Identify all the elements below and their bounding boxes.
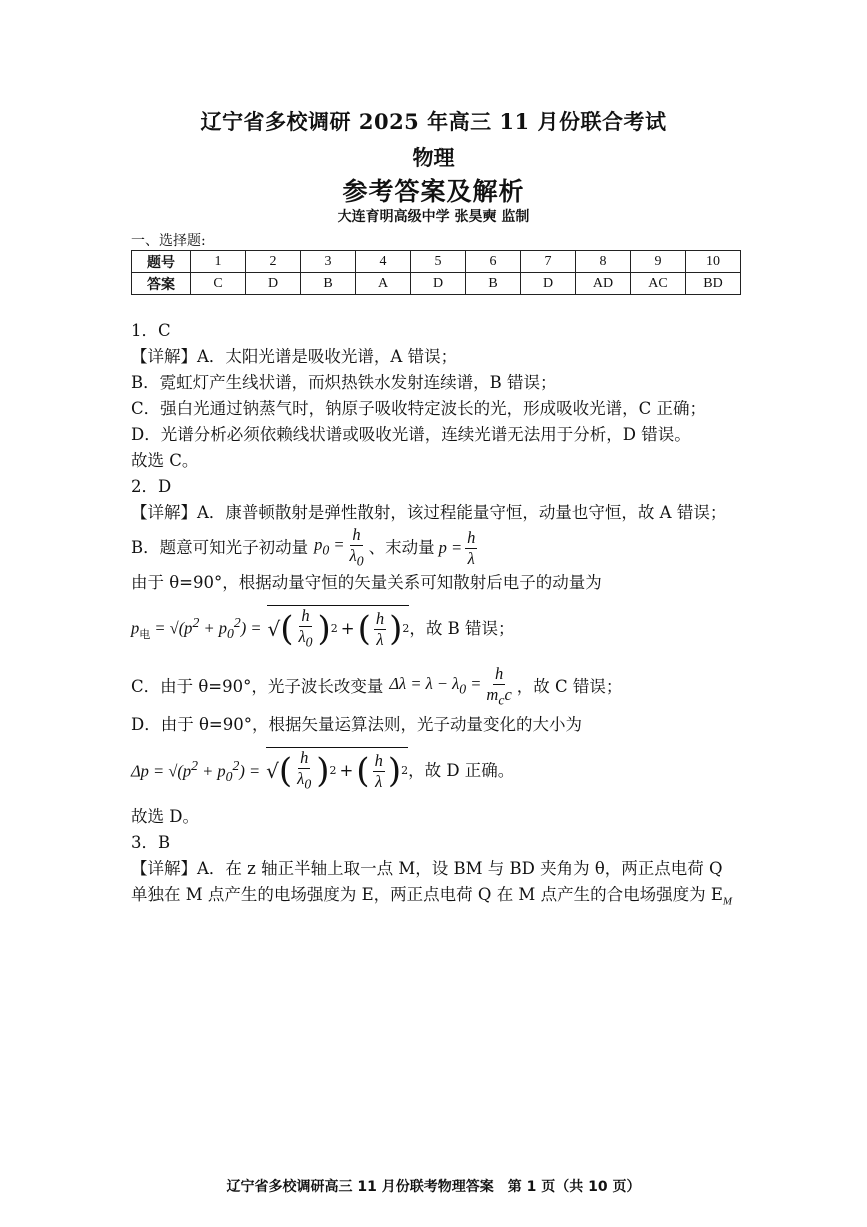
table-cell: 3 bbox=[301, 251, 356, 273]
table-cell: AD bbox=[576, 273, 631, 295]
table-cell: A bbox=[356, 273, 411, 295]
q2-conclusion: 故选 D。 bbox=[131, 807, 199, 826]
formula-fraction: $\frac{h}{m_cc}$ bbox=[486, 663, 512, 708]
formula-dp: $\Delta p = √(p^2 + p_0^2)$ = bbox=[131, 757, 261, 784]
doc-type-title: 参考答案及解析 bbox=[342, 177, 525, 206]
q1-head: 1．C bbox=[131, 321, 171, 340]
q2-line: 由于 θ=90°，根据动量守恒的矢量关系可知散射后电子的动量为 bbox=[131, 573, 602, 592]
subject-title: 物理 bbox=[412, 145, 455, 170]
table-cell: 7 bbox=[521, 251, 576, 273]
q2-line: 【详解】A．康普顿散射是弹性散射，该过程能量守恒，动量也守恒，故 A 错误； bbox=[131, 503, 727, 522]
table-cell: 5 bbox=[411, 251, 466, 273]
table-header-ans: 答案 bbox=[132, 273, 191, 295]
table-cell: D bbox=[411, 273, 466, 295]
supervisor-line: 大连育明高级中学 张昊奭 监制 bbox=[337, 209, 530, 225]
table-cell: 1 bbox=[191, 251, 246, 273]
table-cell: 8 bbox=[576, 251, 631, 273]
table-cell: C bbox=[191, 273, 246, 295]
table-cell: D bbox=[521, 273, 576, 295]
table-row-answers bbox=[132, 273, 741, 295]
q1-line: 故选 C。 bbox=[131, 451, 199, 470]
formula-sqrt: √ ( $\frac{h}{\lambda_0}$ ) 2 + ( $\frac{h}{\lambda}$ ) 2 bbox=[267, 605, 409, 652]
q2-formula-pe: $p_电 = √(p^2 + p_0^2)$ = √ ( $\frac{h}{\lambda_0}$ ) 2 + ( $\frac{h}{\lambda}$ ) 2 ，故 B 错误； bbox=[131, 596, 743, 662]
table-cell: 4 bbox=[356, 251, 411, 273]
q2-formula-dp: $\Delta p = √(p^2 + p_0^2)$ = √ ( $\frac{h}{\lambda_0}$ ) 2 + ( $\frac{h}{\lambda}$ ) 2 ，故 D 正确。 bbox=[131, 738, 743, 804]
q1-line: D．光谱分析必须依赖线状谱或吸收光谱，连续光谱无法用于分析，D 错误。 bbox=[131, 425, 691, 444]
formula-p0: $p_0$ = bbox=[314, 535, 345, 558]
formula-pe: $p_电 = √(p^2 + p_0^2)$ = bbox=[131, 615, 262, 641]
formula-fraction: $\frac{h}{\lambda_0}$ bbox=[349, 524, 364, 569]
table-cell: AC bbox=[631, 273, 686, 295]
table-cell: D bbox=[246, 273, 301, 295]
table-cell: 2 bbox=[246, 251, 301, 273]
table-cell: 10 bbox=[686, 251, 741, 273]
table-cell: 9 bbox=[631, 251, 686, 273]
q3-head: 3．B bbox=[131, 833, 171, 852]
section-label: 一、选择题: bbox=[131, 233, 206, 249]
q1-line: 【详解】A．太阳光谱是吸收光谱，A 错误； bbox=[131, 347, 458, 366]
formula-p: p = bbox=[438, 538, 463, 557]
q2-head: 2．D bbox=[131, 477, 172, 496]
table-header-num: 题号 bbox=[132, 251, 191, 273]
page-footer: 辽宁省多校调研高三 11 月份联考物理答案 第 1 页（共 10 页） bbox=[226, 1179, 641, 1195]
formula-fraction: $\frac{h}{\lambda}$ bbox=[467, 527, 476, 568]
formula-sqrt: √ ( $\frac{h}{\lambda_0}$ ) 2 + ( $\frac{h}{\lambda}$ ) 2 bbox=[266, 747, 408, 794]
table-cell: B bbox=[466, 273, 521, 295]
q1-line: B．霓虹灯产生线状谱，而炽热铁水发射连续谱，B 错误； bbox=[131, 373, 557, 392]
q2-line-b: B．题意可知光子初动量 $p_0$ = $\frac{h}{\lambda_0}$ 、末动量 p = $\frac{h}{\lambda}$ bbox=[131, 526, 743, 570]
exam-title: 辽宁省多校调研 2025 年高三 11 月份联合考试 bbox=[200, 109, 667, 134]
table-cell: B bbox=[301, 273, 356, 295]
q1-line: C．强白光通过钠蒸气时，钠原子吸收特定波长的光，形成吸收光谱，C 正确； bbox=[131, 399, 706, 418]
table-cell: BD bbox=[686, 273, 741, 295]
q2-line: D．由于 θ=90°，根据矢量运算法则，光子动量变化的大小为 bbox=[131, 715, 582, 734]
answer-table bbox=[131, 250, 741, 295]
q2-line-c: C．由于 θ=90°，光子波长改变量 $\Delta\lambda = \lambda - \lambda_0$ = $\frac{h}{m_cc}$ ，故 C 错误； bbox=[131, 662, 743, 712]
q3-line: 【详解】A．在 z 轴正半轴上取一点 M，设 BM 与 BD 夹角为 θ，两正点电荷 Q 单独在 M 点产生的电场强度为 E，两正点电荷 Q 在 M 点产生的合电场强度为 $E_M$ bbox=[131, 859, 733, 908]
table-cell: 6 bbox=[466, 251, 521, 273]
table-row-numbers bbox=[132, 251, 741, 273]
formula-delta-lambda: $\Delta\lambda = \lambda - \lambda_0$ = bbox=[389, 674, 482, 697]
solution-body bbox=[131, 318, 743, 914]
